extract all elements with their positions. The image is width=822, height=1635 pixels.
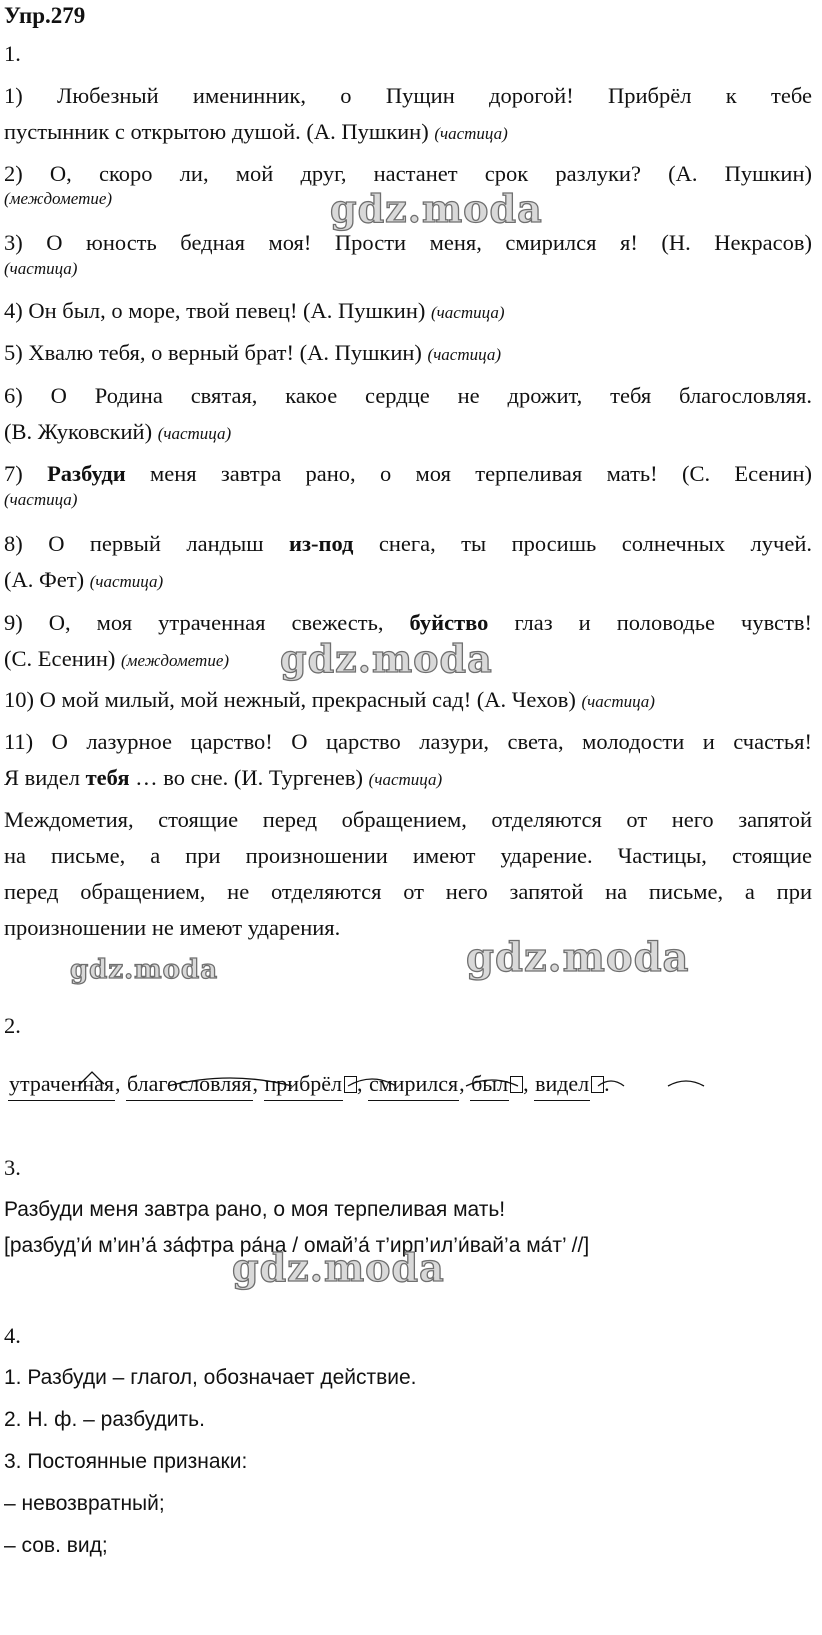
item-3-note: (частица) xyxy=(4,259,78,278)
watermark-3: gdz.moda xyxy=(466,934,690,981)
item-9-bold-word: буйство xyxy=(409,610,489,635)
word-3: прибрёл xyxy=(264,1068,343,1101)
rule-line-4: произношении не имеют ударения. xyxy=(4,915,341,940)
item-2-note: (междометие) xyxy=(4,189,113,208)
item-11-note: (частица) xyxy=(368,770,443,789)
item-11-bold-word: тебя xyxy=(85,765,130,790)
item-10-line: 10) О мой милый, мой нежный, прекрасный сад! (А. Чехов) (частица) xyxy=(4,687,655,712)
item-3-line-1: 3) О юность бедная моя! Прости меня, смирился я! (Н. Некрасов) xyxy=(4,230,812,255)
item-9-line-1: 9) О, моя утраченная свежесть, буйство глаз и половодье чувств! xyxy=(4,610,812,635)
rule-line-1: Междометия, стоящие перед обращением, отделяются от него запятой xyxy=(4,807,812,832)
item-6-note: (частица) xyxy=(157,424,232,443)
rule-line-3: перед обращением, не отделяются от него запятой на письме, а при xyxy=(4,879,812,904)
item-10-note: (частица) xyxy=(581,692,655,711)
section-4-line-3: 3. Постоянные признаки: xyxy=(4,1450,248,1473)
item-8-line-2: (А. Фет) (частица) xyxy=(4,567,164,592)
null-ending-6 xyxy=(591,1076,604,1093)
item-8-line-1: 8) О первый ландыш из-под снега, ты просишь солнечных лучей. xyxy=(4,531,812,556)
null-ending-5 xyxy=(510,1076,523,1093)
section-4-number: 4. xyxy=(4,1323,21,1348)
section-3-sentence: Разбуди меня завтра рано, о моя терпеливая мать! xyxy=(4,1198,506,1221)
word-1: утраченная xyxy=(8,1068,115,1101)
item-9-note: (междометие) xyxy=(120,651,230,670)
section-3-number: 3. xyxy=(4,1155,21,1180)
word-5: был xyxy=(470,1068,509,1101)
item-11-line-2: Я видел тебя … во сне. (И. Тургенев) (частица) xyxy=(4,765,443,790)
item-6-line-1: 6) О Родина святая, какое сердце не дрожит, тебя благословляя. xyxy=(4,383,812,408)
section-4-line-1: 1. Разбуди – глагол, обозначает действие. xyxy=(4,1366,417,1389)
item-8-note: (частица) xyxy=(89,572,164,591)
rule-line-2: на письме, а при произношении имеют ударение. Частицы, стоящие xyxy=(4,843,812,868)
item-1-note: (частица) xyxy=(434,124,508,143)
item-5-line: 5) Хвалю тебя, о верный брат! (А. Пушкин) (частица) xyxy=(4,340,501,365)
item-2-line-1: 2) О, скоро ли, мой друг, настанет срок разлуки? (А. Пушкин) xyxy=(4,161,812,186)
section-1-number: 1. xyxy=(4,41,21,66)
item-1-line-2: пустынник с открытою душой. (А. Пушкин) (частица) xyxy=(4,119,508,144)
item-4-note: (частица) xyxy=(431,303,505,322)
item-7-note-line xyxy=(4,485,812,513)
root-mark-6 xyxy=(668,1081,704,1086)
item-3-note-line xyxy=(4,254,812,282)
item-11-line-1: 11) О лазурное царство! О царство лазури, света, молодости и счастья! xyxy=(4,729,812,754)
exercise-title: Упр.279 xyxy=(4,3,86,28)
watermark-4: gdz.moda xyxy=(70,955,219,985)
morpheme-word-list: утраченная, благословляя, прибрёл , смирился, был , видел . xyxy=(8,1068,610,1101)
section-4-line-2: 2. Н. ф. – разбудить. xyxy=(4,1408,205,1431)
word-2: благословляя xyxy=(126,1068,252,1101)
item-6-line-2: (В. Жуковский) (частица) xyxy=(4,419,232,444)
section-3-transcription: [разбуд’и́ м’ин’а́ за́фтра ра́на / омай’а́ т’ирп’ил’и́вай’а ма́т’ //] xyxy=(4,1234,590,1257)
item-8-bold-word: из-под xyxy=(288,531,354,556)
item-4-line: 4) Он был, о море, твой певец! (А. Пушкин) (частица) xyxy=(4,298,505,323)
watermark-2: gdz.moda xyxy=(280,636,493,681)
item-7-bold-word: Разбуди xyxy=(47,461,126,486)
section-4-line-4: – невозвратный; xyxy=(4,1492,165,1515)
word-6: видел xyxy=(534,1068,590,1101)
section-2-number: 2. xyxy=(4,1013,21,1038)
item-9-line-2: (С. Есенин) (междометие) xyxy=(4,646,230,671)
item-7-line-1: 7) Разбуди меня завтра рано, о моя терпеливая мать! (С. Есенин) xyxy=(4,461,813,486)
item-7-note: (частица) xyxy=(4,490,78,509)
watermark-5: gdz.moda xyxy=(232,1245,445,1290)
word-4: смирился xyxy=(368,1068,459,1101)
item-1-line-1: 1) Любезный именинник, о Пущин дорогой! Прибрёл к тебе xyxy=(4,83,812,108)
item-5-note: (частица) xyxy=(427,345,501,364)
section-4-line-5: – сов. вид; xyxy=(4,1534,108,1557)
null-ending-3 xyxy=(344,1076,357,1093)
watermark-1: gdz.moda xyxy=(330,186,543,231)
